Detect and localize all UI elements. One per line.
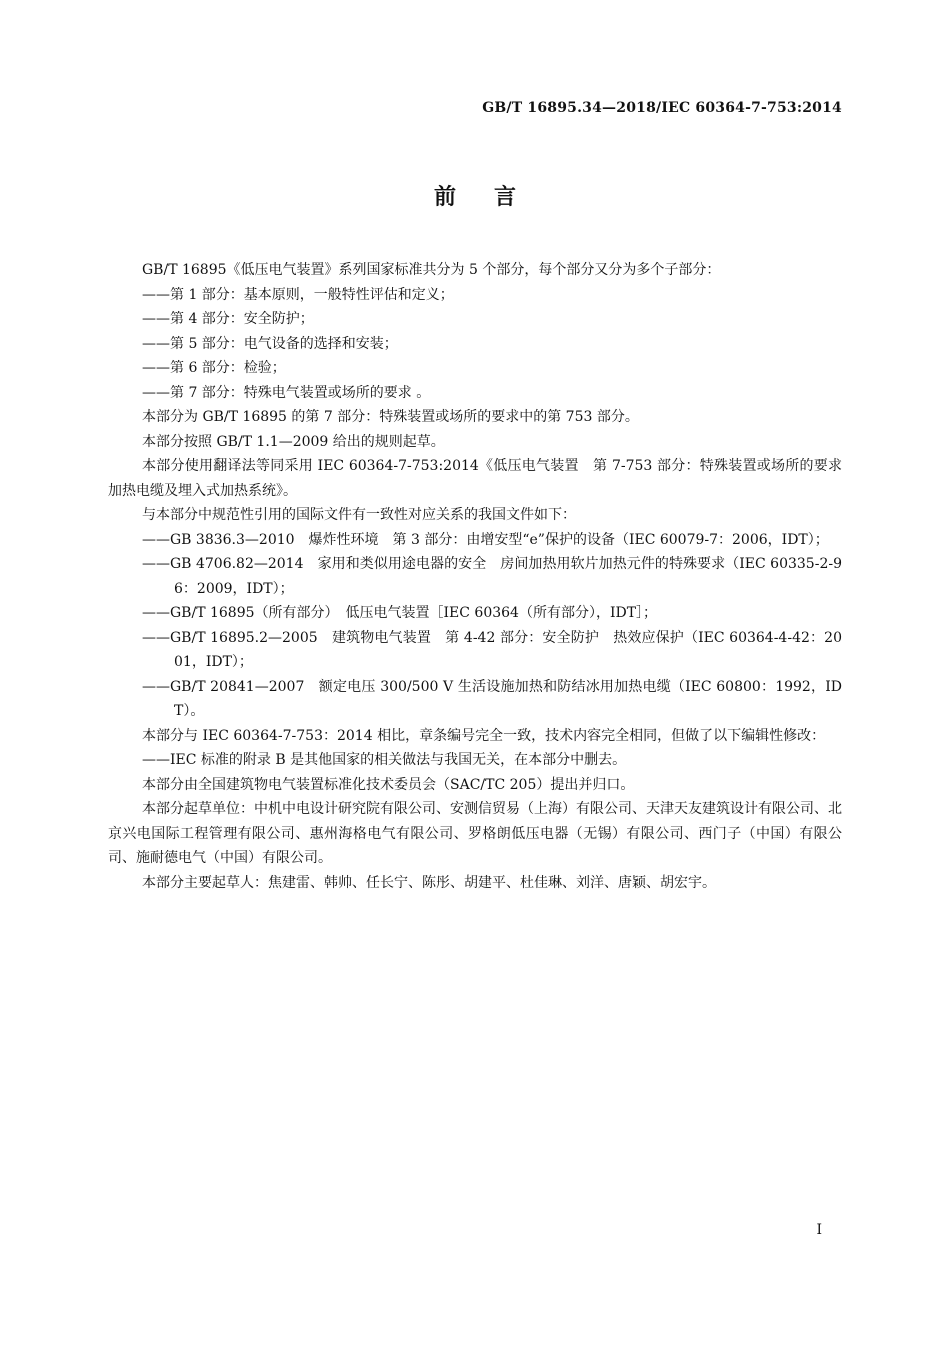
page-title: 前言 — [433, 184, 554, 210]
drafters-paragraph: 本部分主要起草人：焦建雷、韩帅、任长宁、陈彤、胡建平、杜佳琳、刘洋、唐颖、胡宏宇。 — [142, 874, 716, 891]
foreword-body — [108, 258, 842, 895]
part-list-item: ——第 7 部分：特殊电气装置或场所的要求 。 — [142, 384, 431, 401]
proposed-by-paragraph: 本部分由全国建筑物电气装置标准化技术委员会（SAC/TC 205）提出并归口。 — [142, 776, 635, 793]
references-intro-paragraph: 与本部分中规范性引用的国际文件有一致性对应关系的我国文件如下： — [142, 507, 576, 523]
reference-list-item: ——GB/T 16895（所有部分） 低压电气装置［IEC 60364（所有部分），IDT］； — [142, 605, 658, 621]
reference-list-item: ——GB/T 16895.2—2005 建筑物电气装置 第 4-42 部分：安全防护 热效应保护（IEC 60364-4-42：2001，IDT）； — [142, 629, 842, 670]
part-list-item: ——第 4 部分：安全防护； — [142, 311, 314, 327]
document-number-header: GB/T 16895.34—2018/IEC 60364-7-753:2014 — [482, 100, 842, 116]
part-list-item: ——第 6 部分：检验； — [142, 360, 286, 376]
comparison-paragraph: 本部分与 IEC 60364-7-753：2014 相比，章条编号完全一致，技术内容完全相同，但做了以下编辑性修改： — [142, 727, 826, 744]
page-number: I — [816, 1222, 822, 1238]
drafting-units-paragraph: 本部分起草单位：中机中电设计研究院有限公司、安测信贸易（上海）有限公司、天津天友建筑设计有限公司、北京兴电国际工程管理有限公司、惠州海格电气有限公司、罗格朗低压电器（无锡）有限公司、西门子（中国）有限公司、施耐德电气（中国）有限公司。 — [108, 801, 842, 866]
part-list-item: ——第 5 部分：电气设备的选择和安装； — [142, 335, 398, 352]
reference-list-item: ——GB 3836.3—2010 爆炸性环境 第 3 部分：由增安型“e”保护的设备（IEC 60079-7：2006，IDT）； — [142, 531, 829, 548]
rules-paragraph: 本部分按照 GB/T 1.1—2009 给出的规则起草。 — [142, 433, 445, 450]
reference-list-item: ——GB/T 20841—2007 额定电压 300/500 V 生活设施加热和防结冰用加热电缆（IEC 60800：1992，IDT）。 — [142, 678, 842, 719]
part-list-item: ——第 1 部分：基本原则，一般特性评估和定义； — [142, 286, 454, 303]
part7-paragraph: 本部分为 GB/T 16895 的第 7 部分：特殊装置或场所的要求中的第 753 部分。 — [142, 409, 639, 425]
intro-paragraph: GB/T 16895《低压电气装置》系列国家标准共分为 5 个部分，每个部分又分为多个子部分： — [142, 262, 721, 278]
reference-list-item: ——GB 4706.82—2014 家用和类似用途电器的安全 房间加热用软片加热元件的特殊要求（IEC 60335-2-96：2009，IDT）； — [142, 556, 842, 597]
change-list-item: ——IEC 标准的附录 B 是其他国家的相关做法与我国无关，在本部分中删去。 — [142, 752, 627, 768]
translation-paragraph: 本部分使用翻译法等同采用 IEC 60364-7-753:2014《低压电气装置 第 7-753 部分：特殊装置或场所的要求 加热电缆及埋入式加热系统》。 — [108, 458, 842, 499]
